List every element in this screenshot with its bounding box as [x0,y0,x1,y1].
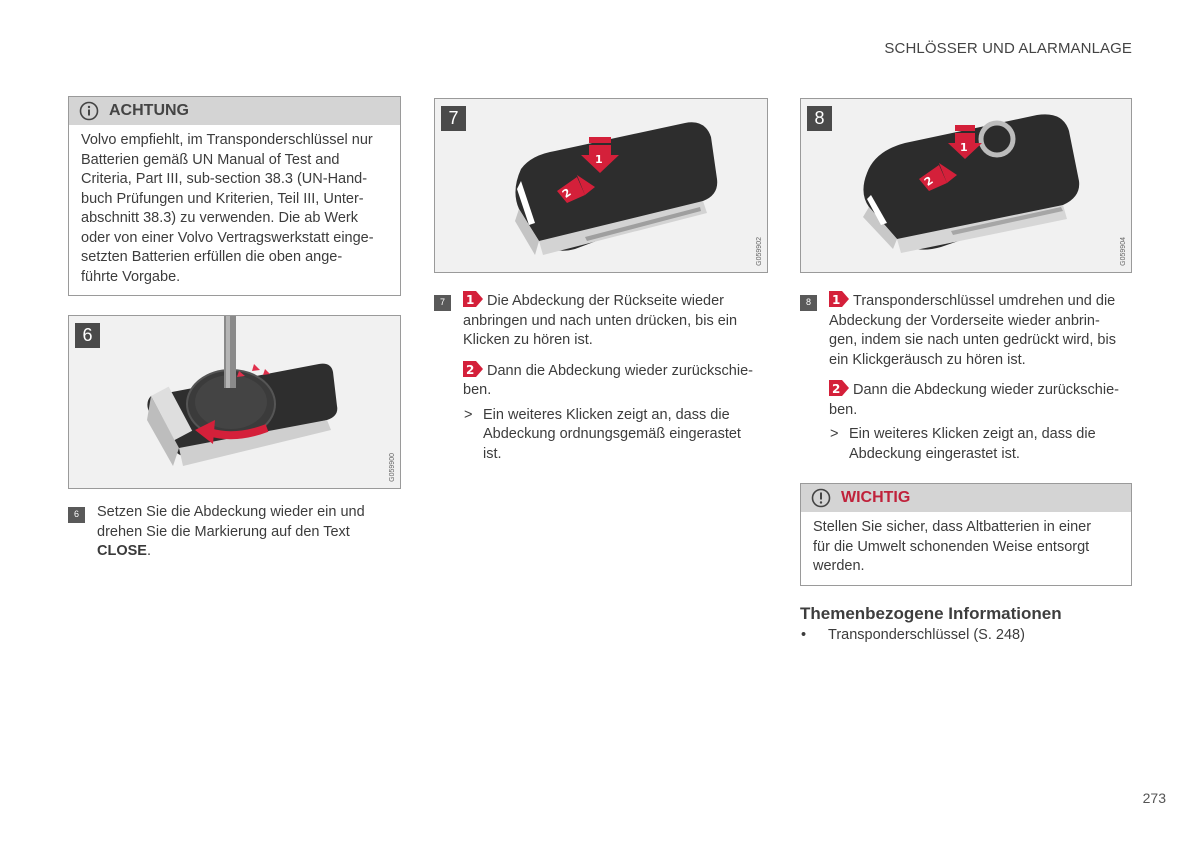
result-line: Abdeckung eingerastet ist. [849,445,1020,462]
achtung-line: buch Prüfungen und Kriterien, Teil III, Unter- [81,190,364,207]
step-badge: 6 [68,507,85,523]
achtung-header [69,97,400,125]
result-line: Abdeckung ordnungsgemäß eingerastet [483,426,741,442]
bullet: • [801,626,807,643]
svg-text:2: 2 [466,362,475,377]
achtung-line: Batterien gemäß UN Manual of Test and [81,151,340,168]
marker-1-icon [463,291,483,307]
marker-2-icon [829,380,849,396]
related-link-transponder[interactable] [800,626,1132,646]
achtung-line: oder von einer Volvo Vertragswerkstatt einge- [81,229,374,246]
figure-code: G059904 [1120,237,1127,266]
step-line: Setzen Sie die Abdeckung wieder ein und [97,504,365,520]
step-line: Klicken zu hören ist. [463,332,593,348]
wichtig-line: werden. [813,558,865,574]
result-symbol: > [464,406,473,423]
step-tail: . [146,543,151,559]
wichtig-line: für die Umwelt schonenden Weise entsorgt [813,538,1090,555]
result-symbol: > [830,426,839,442]
figure-7 [434,98,768,273]
step-8-result [800,425,1132,464]
column-right [800,98,1132,645]
marker-1-icon [829,291,849,307]
figure-6 [68,315,401,489]
related-link-label[interactable]: Transponderschlüssel (S. 248) [828,626,1025,643]
svg-text:2: 2 [832,382,841,396]
step-line: Abdeckung der Vorderseite wieder anbrin- [829,312,1100,329]
figure-number: 6 [75,323,100,348]
step-8 [800,291,1132,370]
achtung-line: abschnitt 38.3) zu verwenden. Die ab Werk [81,210,358,226]
page-number: 273 [1142,790,1166,806]
key-back-cover-illustration [435,99,768,272]
achtung-title: ACHTUNG [109,102,189,119]
column-left [68,96,401,562]
step-line: ben. [829,401,858,418]
achtung-line: setzten Batterien erfüllen die oben ange- [81,249,343,265]
achtung-text [69,125,400,295]
result-line: Ein weiteres Klicken zeigt an, dass die [849,426,1096,442]
step-line: anbringen und nach unten drücken, bis ein [463,312,738,329]
step-line: gen, indem sie nach unten gedrückt wird, bis [829,332,1116,348]
figure-number: 7 [441,106,466,131]
step-line: Transponderschlüssel umdrehen und die [853,293,1116,309]
fig7-marker-1: 1 [595,153,603,166]
step-7-result [434,406,768,465]
achtung-line: Criteria, Part III, sub-section 38.3 (UN-Hand- [81,171,368,187]
section-header: SCHLÖSSER UND ALARMANLAGE [884,40,1132,57]
fig8-marker-1: 1 [960,141,968,154]
step-7 [434,291,768,351]
step-8-part-2 [800,380,1132,420]
close-label: CLOSE [97,543,147,559]
step-line: ben. [463,382,492,398]
step-line: Die Abdeckung der Rückseite wieder [487,293,724,309]
column-middle [434,98,768,464]
fig8-marker-2: 2 [921,173,936,189]
info-icon [79,101,99,121]
step-line: Dann die Abdeckung wieder zurückschie- [487,362,753,379]
achtung-notice [68,96,401,296]
step-line: Dann die Abdeckung wieder zurückschie- [853,382,1119,398]
step-line: drehen Sie die Markierung auf den Text [97,523,350,540]
wichtig-title: WICHTIG [841,489,911,506]
step-badge: 8 [800,295,817,311]
result-line: Ein weiteres Klicken zeigt an, dass die [483,406,730,423]
related-info-title: Themenbezogene Informationen [800,603,1062,623]
result-line: ist. [483,445,502,462]
marker-2-icon [463,361,483,377]
figure-number: 8 [807,106,832,131]
step-7-part-2 [434,361,768,401]
wichtig-notice [800,483,1132,586]
figure-8 [800,98,1132,273]
figure-code: G059902 [756,237,763,266]
wichtig-header [801,484,1131,512]
fig7-marker-2: 2 [559,185,574,201]
svg-text:1: 1 [466,293,475,307]
step-6 [68,503,401,562]
key-front-cover-illustration [801,99,1132,272]
wichtig-line: Stellen Sie sicher, dass Altbatterien in einer [813,519,1092,535]
achtung-line: führte Vorgabe. [81,268,181,285]
wichtig-text [801,512,1131,585]
svg-text:1: 1 [832,293,841,307]
figure-code: G059900 [389,453,396,482]
step-line: ein Klickgeräusch zu hören ist. [829,351,1026,368]
step-badge: 7 [434,295,451,311]
warning-icon [811,488,831,508]
key-battery-cover-illustration [69,316,401,488]
achtung-line: Volvo empfiehlt, im Transponderschlüssel nur [81,132,373,148]
